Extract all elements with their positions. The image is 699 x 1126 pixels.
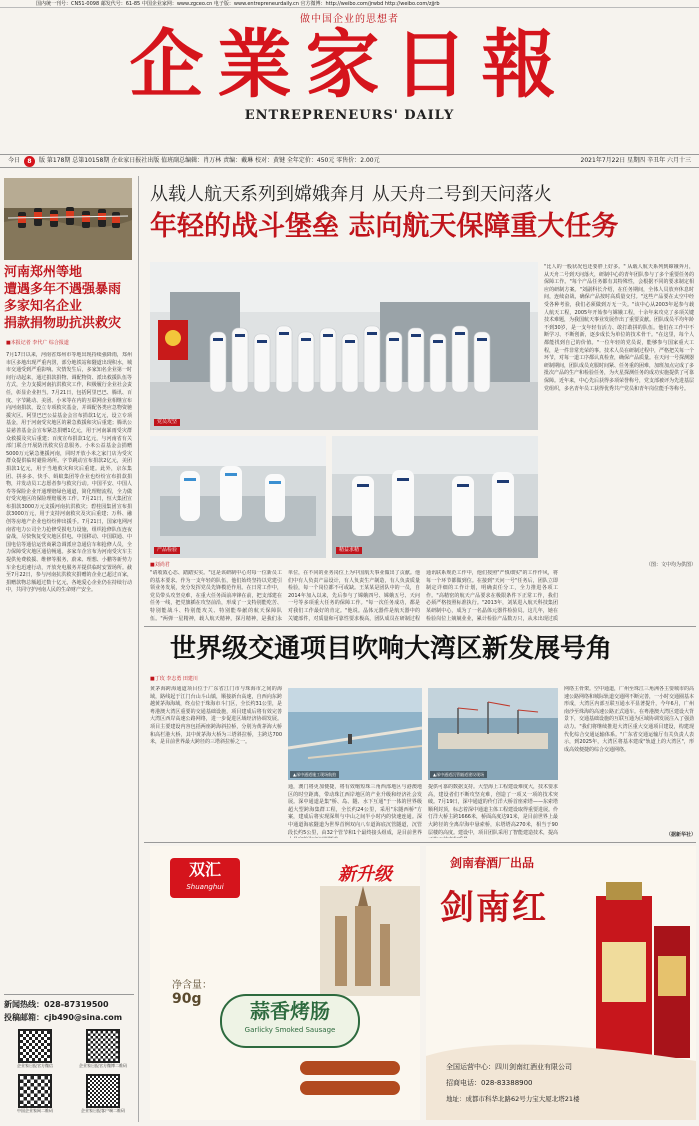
photo-tag: 精益求精	[336, 547, 362, 554]
left-contact-box	[4, 994, 134, 1120]
photo-tag: 产品检验	[154, 547, 180, 554]
column-divider	[138, 176, 139, 1122]
section-divider	[144, 626, 696, 627]
left-story-photo	[4, 178, 132, 260]
masthead-english: ENTREPRENEURS' DAILY	[244, 108, 455, 123]
left-headline-line: 遭遇多年不遇强暴雨	[4, 282, 122, 297]
left-headline-line: 捐款捐物助抗洪救灾	[4, 316, 122, 331]
qr-code-cell	[72, 1074, 134, 1115]
photo-caption: ▲深中通道施工现场航拍	[290, 771, 339, 778]
lead-photo-left	[150, 436, 326, 558]
bridge-photo-right	[428, 688, 558, 780]
lead-body-col3: 通讯联系规范工作中，他们按照"严慎细实"的工作作风，将每一个环节都做到位。在接到"天问一号"任务后，团队立即制定详细的工作计划，明确责任分工，全力推进各项工作。"高精密的航天产品要求在极限条件下正常工作，我们必须严格按照标准执行。"2013年，刘某进入航天科技集团某研制中心，成为了一名晶体元器件检验员。这几年，她在检验岗位上兢兢业业，累计检验产品数万只，从未出现过质	[426, 570, 558, 622]
left-story-body: 7月17日以来，河南省郑州市等地出现持续强降雨，郑州市区多地出现严重内涝，部分地铁站和隧道出现积水，城市交通受到严重影响。灾情发生后，多家知名企业第一时间行动起来，通过捐款捐物、调配物资、派出救援队伍等方式，全力支援河南抗洪救灾工作，积极履行企业社会责任，彰显企业担当。7月21日，包括阿里巴巴、腾讯、百度、字节跳动、美团、小米等在内的互联网企业相继宣布向河南捐款，设立专项救灾基金，并调配各类应急物资驰援灾区。阿里巴巴公益基金会宣布捐款1亿元，设立专项基金，用于河南受灾地区的紧急救援和灾后重建；腾讯公益慈善基金会宣布紧急捐赠1亿元，用于河南暴雨受灾群众救援及灾后重建；百度宣布捐款1亿元，与河南省有关部门联合开展防汛救灾信息服务。小米公益基金会捐赠5000万元紧急驰援河南，同时开放小米之家门店为受灾群众提供临时避险场所。字节跳动宣布捐款2亿元，美团捐款1亿元，用于当地救灾和灾后重建。此外，京东集团、拼多多、快手、蚂蚁集团等企业也纷纷宣布捐款捐物，并发动员工志愿者参与救灾行动。中国平安、中国人寿等保险企业开通理赔绿色通道，简化理赔流程，全力做好受灾地区的保险理赔服务工作。7月21日，恒大集团宣布捐款3000万元支援河南抗洪救灾；碧桂园集团宣布捐款3000万元，用于支持河南救灾及灾后重建；万科、融创等房地产企业也纷纷伸出援手。7月21日，国家电网河南省电力公司全力抢修受损电力设施，组织抢修队伍连夜奋战，尽快恢复受灾地区供电。中国移动、中国联通、中国电信等通信运营商紧急调派应急通信车和抢修人员，全力保障受灾地区通信畅通。多家车企宣布为河南受灾车主提供免费救援、维修等服务，蔚来、理想、小鹏等新势力车企也迅速行动，开放充电服务并提供临时安置场所。截至7月22日，参与河南抗洪救灾捐赠的企业已超过百家，捐赠款物总额超过数十亿元，各地爱心企业仍在持续行动中，共同守护河南人民的生命财产安全。	[6, 352, 132, 594]
submission-email: 投稿邮箱：cjb490@sina.com	[4, 1013, 123, 1022]
jiannanhong-logo: 剑南红	[440, 888, 548, 928]
left-headline	[4, 264, 134, 332]
left-headline-line: 多家知名企业	[4, 299, 83, 314]
slogan: 做中国企业的思想者	[300, 14, 399, 25]
inspection-illustration	[150, 436, 326, 558]
jiannanhong-address: 地址：成都市科华北路62号力宝大厦北塔21楼	[446, 1095, 580, 1103]
lead-body-col2: 单位，在不同的业务岗位上为中国航天事业做出了贡献。他们中有人负责产品设计，有人负责生产制造，有人负责质量检验，每一个岗位都不可或缺。王某某是团队中的一员，自2014年加入以来，先后参与了嫦娥四号、嫦娥五号、天问一号等多项重大任务的保障工作。"每一次任务成功，都是对我们工作最好的肯定。"他说。晶体元器件是航天器中的关键部件，对质量和可靠性要求极高，团队成员在研制过程	[288, 570, 420, 622]
bridge-end-tag: （据新华社）	[665, 832, 696, 838]
cleanroom-team-illustration	[150, 262, 538, 430]
construction-site-illustration	[428, 688, 558, 780]
qr-code-icon	[86, 1029, 120, 1063]
upgrade-badge: 新升级	[338, 864, 392, 885]
shuanghui-brand: 双汇	[188, 860, 221, 879]
top-info-text: 国内统一刊号：CN51-0098 邮发代号：61-85 中国企业家网：www.zgceo.cn 电子版：www.entrepreneurdaily.cn 官方微博：http://weibo.com/jrwbd http://weibo.com/zjjrb	[36, 1, 440, 7]
jiannanhong-agent: 全国运营中心：四川剑南红酒业有限公司	[446, 1063, 572, 1071]
lead-photo-right	[332, 436, 538, 558]
net-weight-value: 90g	[172, 991, 202, 1007]
product-name-plate	[220, 994, 360, 1048]
qr-code-cell	[4, 1074, 66, 1115]
product-name-en: Garlicky Smoked Sausage	[244, 1026, 336, 1034]
photo-tag: 党员攻坚	[154, 419, 180, 426]
lead-photo-credit: （图：文中均为供图）	[645, 562, 696, 568]
bridge-body-col1: 黄茅海跨海通道项目位于广东省江门市与珠海市之间的海域，路线起于江门台山斗山镇，顺接新台高速，自西向东跨越黄茅海海域，终点位于珠海市斗门区，全长约31公里，是粤港澳大湾区重要的交通基础设施，项目建成后将有效完善大湾区西岸高速公路网络，进一步促进区域经济协调发展。项目主要建设内容包括两座跨海斜拉桥，分别为黄茅海大桥和高栏港大桥，其中黄茅海大桥为三塔斜拉桥，主跨达700米，是目前世界最大跨径的三塔斜拉桥之一。	[150, 686, 282, 746]
qr-code-icon	[18, 1029, 52, 1063]
aerial-bridge-illustration	[288, 688, 422, 780]
ad-divider	[144, 842, 696, 843]
qr-label: 企业家日报官方微信	[17, 1063, 53, 1068]
qr-label: 企业家日报官方微博二维码	[79, 1063, 127, 1068]
shuanghui-ad	[150, 846, 420, 1120]
lead-main-photo	[150, 262, 538, 430]
masthead-title: 企業家日報	[129, 22, 570, 108]
bridge-body-col3: 提供可靠的数据支持。大型海上工程建设难度大，技术要求高，建设者们不断攻坚克难，创造了一项又一项的技术突破。7月19日，深中通道的伶仃洋大桥首座索塔——东索塔顺利封顶，标志着深中通道主体工程建设取得重要进展。伶仃洋大桥主跨1666米，桥面高度达91米，是目前世界上最大跨径的全离岸海中悬索桥，东塔塔高270米，相当于90层楼的高度。建设中，项目团队采用了智能建造技术，提高	[428, 784, 558, 836]
lead-headline: 年轻的战斗堡垒 志向航天保障重大任务	[150, 211, 619, 242]
left-byline: ■本报记者 李代广 综合报道	[6, 340, 69, 346]
top-info-line	[0, 0, 699, 8]
issue-info-bar	[0, 154, 699, 168]
jiannanhong-ad-title: 剑南春酒厂出品	[450, 856, 535, 870]
bridge-body-col2: 通，澳门将更加便捷，将有效缩短珠三角西部地区与港澳地区的时空距离，带动珠江西岸地区的产业升级和经济社会发展。深中通道是集"桥、岛、隧、水下互通"于一体的世界级超大型跨海集群工程，全长约24公里，采用"东隧西桥"方案，建成后将实现深圳与中山之间半小时内的快速连通。深中通道海底隧道为世界首例双向八车道海底沉管隧道，沉管段长约5公里，由32个管节和1个最终接头组成，是目前世界	[288, 784, 422, 836]
photo-caption: ▲深中通道沉管隧道建设现场	[430, 771, 487, 778]
issue-date: 2021年7月22日 星期四 辛丑年 六月十三	[580, 157, 691, 164]
qr-code-icon	[18, 1074, 52, 1108]
lead-body-col1: "请收敛心态、踏踏实实。"这是该研制中心对每一位新员工的基本要求。作为一支年轻的队伍，他们始终坚持以党建引领业务发展，充分发挥党员先锋模范作用。在日常工作中，党员带头攻坚克难，在重大任务面前冲锋在前，把支部建在任务一线，把党旗插在攻坚前沿，形成了一支特别能吃苦、特别能战斗、特别能攻关、特别能奉献的航天保障队伍。"两弹一星精神，载人航天精神，探月精神，是我们永	[150, 570, 282, 622]
qr-code-cell	[72, 1029, 134, 1070]
bridge-headline: 世界级交通项目吹响大湾区新发展号角	[170, 634, 613, 664]
qr-label: 企业家日报客户端二维码	[81, 1107, 125, 1113]
lead-right-column: "比人的一般状况也还要胖上好多。" 从载人航天系列到嫦娥奔月，从天舟二号到天问落火，研制中心的青年团队参与了多个重要任务的保障工作。"每个产品任务都有其特殊性，会根据不同的要求制定相应的研制方案。"刘副科长介绍，在任务期间，全体人员放弃休息时间，连续奋战，确保产品按时高质量交付。"这些产品要在太空中经受各种考验，我们必须做到万无一失。"该中心从2003年起参与载人航天工程，2005年开始参与嫦娥工程，十余年来攻克了多项关键技术难题，为我国航天事业发展作出了重要贡献。团队成员平均年龄不到30岁，是一支年轻有活力、敢打敢拼的队伍。他们在工作中不断学习、不断创新，逐步成长为单位的技术骨干。"在这里，每个人都能找到自己的价值。"一位年轻的党员说，能够参与国家重大工程，是一件非常光荣的事。技术人员在研制过程中，严格把关每一个环节，对每一道工序都认真检查，确保产品质量。在天问一号探测器研制期间，团队成员克服时间紧、任务重的困难，加班加点完成了多批次产品的生产和检验任务，为火星探测任务的成功实施提供了可靠保障。近年来，中心先后获得多项荣誉称号，党支部被评为先进基层党组织，多名青年员工获得优秀共产党员和青年岗位能手等称号。	[544, 264, 694, 392]
qr-grid	[4, 1029, 134, 1114]
flood-rescue-illustration	[4, 178, 132, 260]
news-hotline: 新闻热线：028-87319500	[4, 1000, 109, 1009]
lead-kicker: 从载人航天系列到嫦娥奔月 从天舟二号到天问落火	[150, 184, 552, 205]
qr-code-icon	[86, 1074, 120, 1108]
issue-details: 版 第178期 总第10158期 企业家日报社出版 值班副总编辑：肖万林 责编：戴琳 校对：黄键 全年定价：450元 零售价：2.00元	[39, 157, 380, 164]
lab-work-illustration	[332, 436, 538, 558]
jiannanhong-ad	[426, 846, 696, 1120]
page-number-badge: 8	[24, 156, 35, 167]
bridge-byline: ■丁玫 李志勇 田建川	[150, 676, 198, 682]
product-name: 蒜香烤肠	[250, 999, 330, 1023]
today-label: 今日	[8, 157, 21, 164]
lead-byline: ■刘尚君	[150, 562, 170, 568]
shuanghui-brand-en: Shuanghui	[186, 883, 224, 891]
net-weight-label: 净含量：	[172, 980, 212, 991]
net-weight	[172, 976, 212, 1007]
qr-label: 中国企业家网二维码	[17, 1107, 53, 1113]
bridge-photo-left	[288, 688, 422, 780]
jiannanhong-phone: 招商电话：028-83388900	[446, 1079, 533, 1087]
left-headline-line: 河南郑州等地	[4, 265, 83, 280]
qr-code-cell	[4, 1029, 66, 1070]
bridge-body-col4: 网络主骨架。空中通道，广州至珠江三角洲各主要城市的高速公路网络和城际轨道交通网不断完善，一小时交通圈基本形成，大湾区内部互联互通水平显著提升，今年6月，广州南沙至珠海的高速公路正式通车。在粤港澳大湾区建设大背景下，交通基础设施的互联互通为区域协调发展注入了强劲动力。"我们将继续推进大湾区重大交通项目建设，构建现代化综合交通运输体系。"广东省交通运输厅有关负责人表示，到2025年，大湾区将基本建成"轨道上的大湾区"，形成高效便捷的综合交通网络。	[564, 686, 694, 753]
